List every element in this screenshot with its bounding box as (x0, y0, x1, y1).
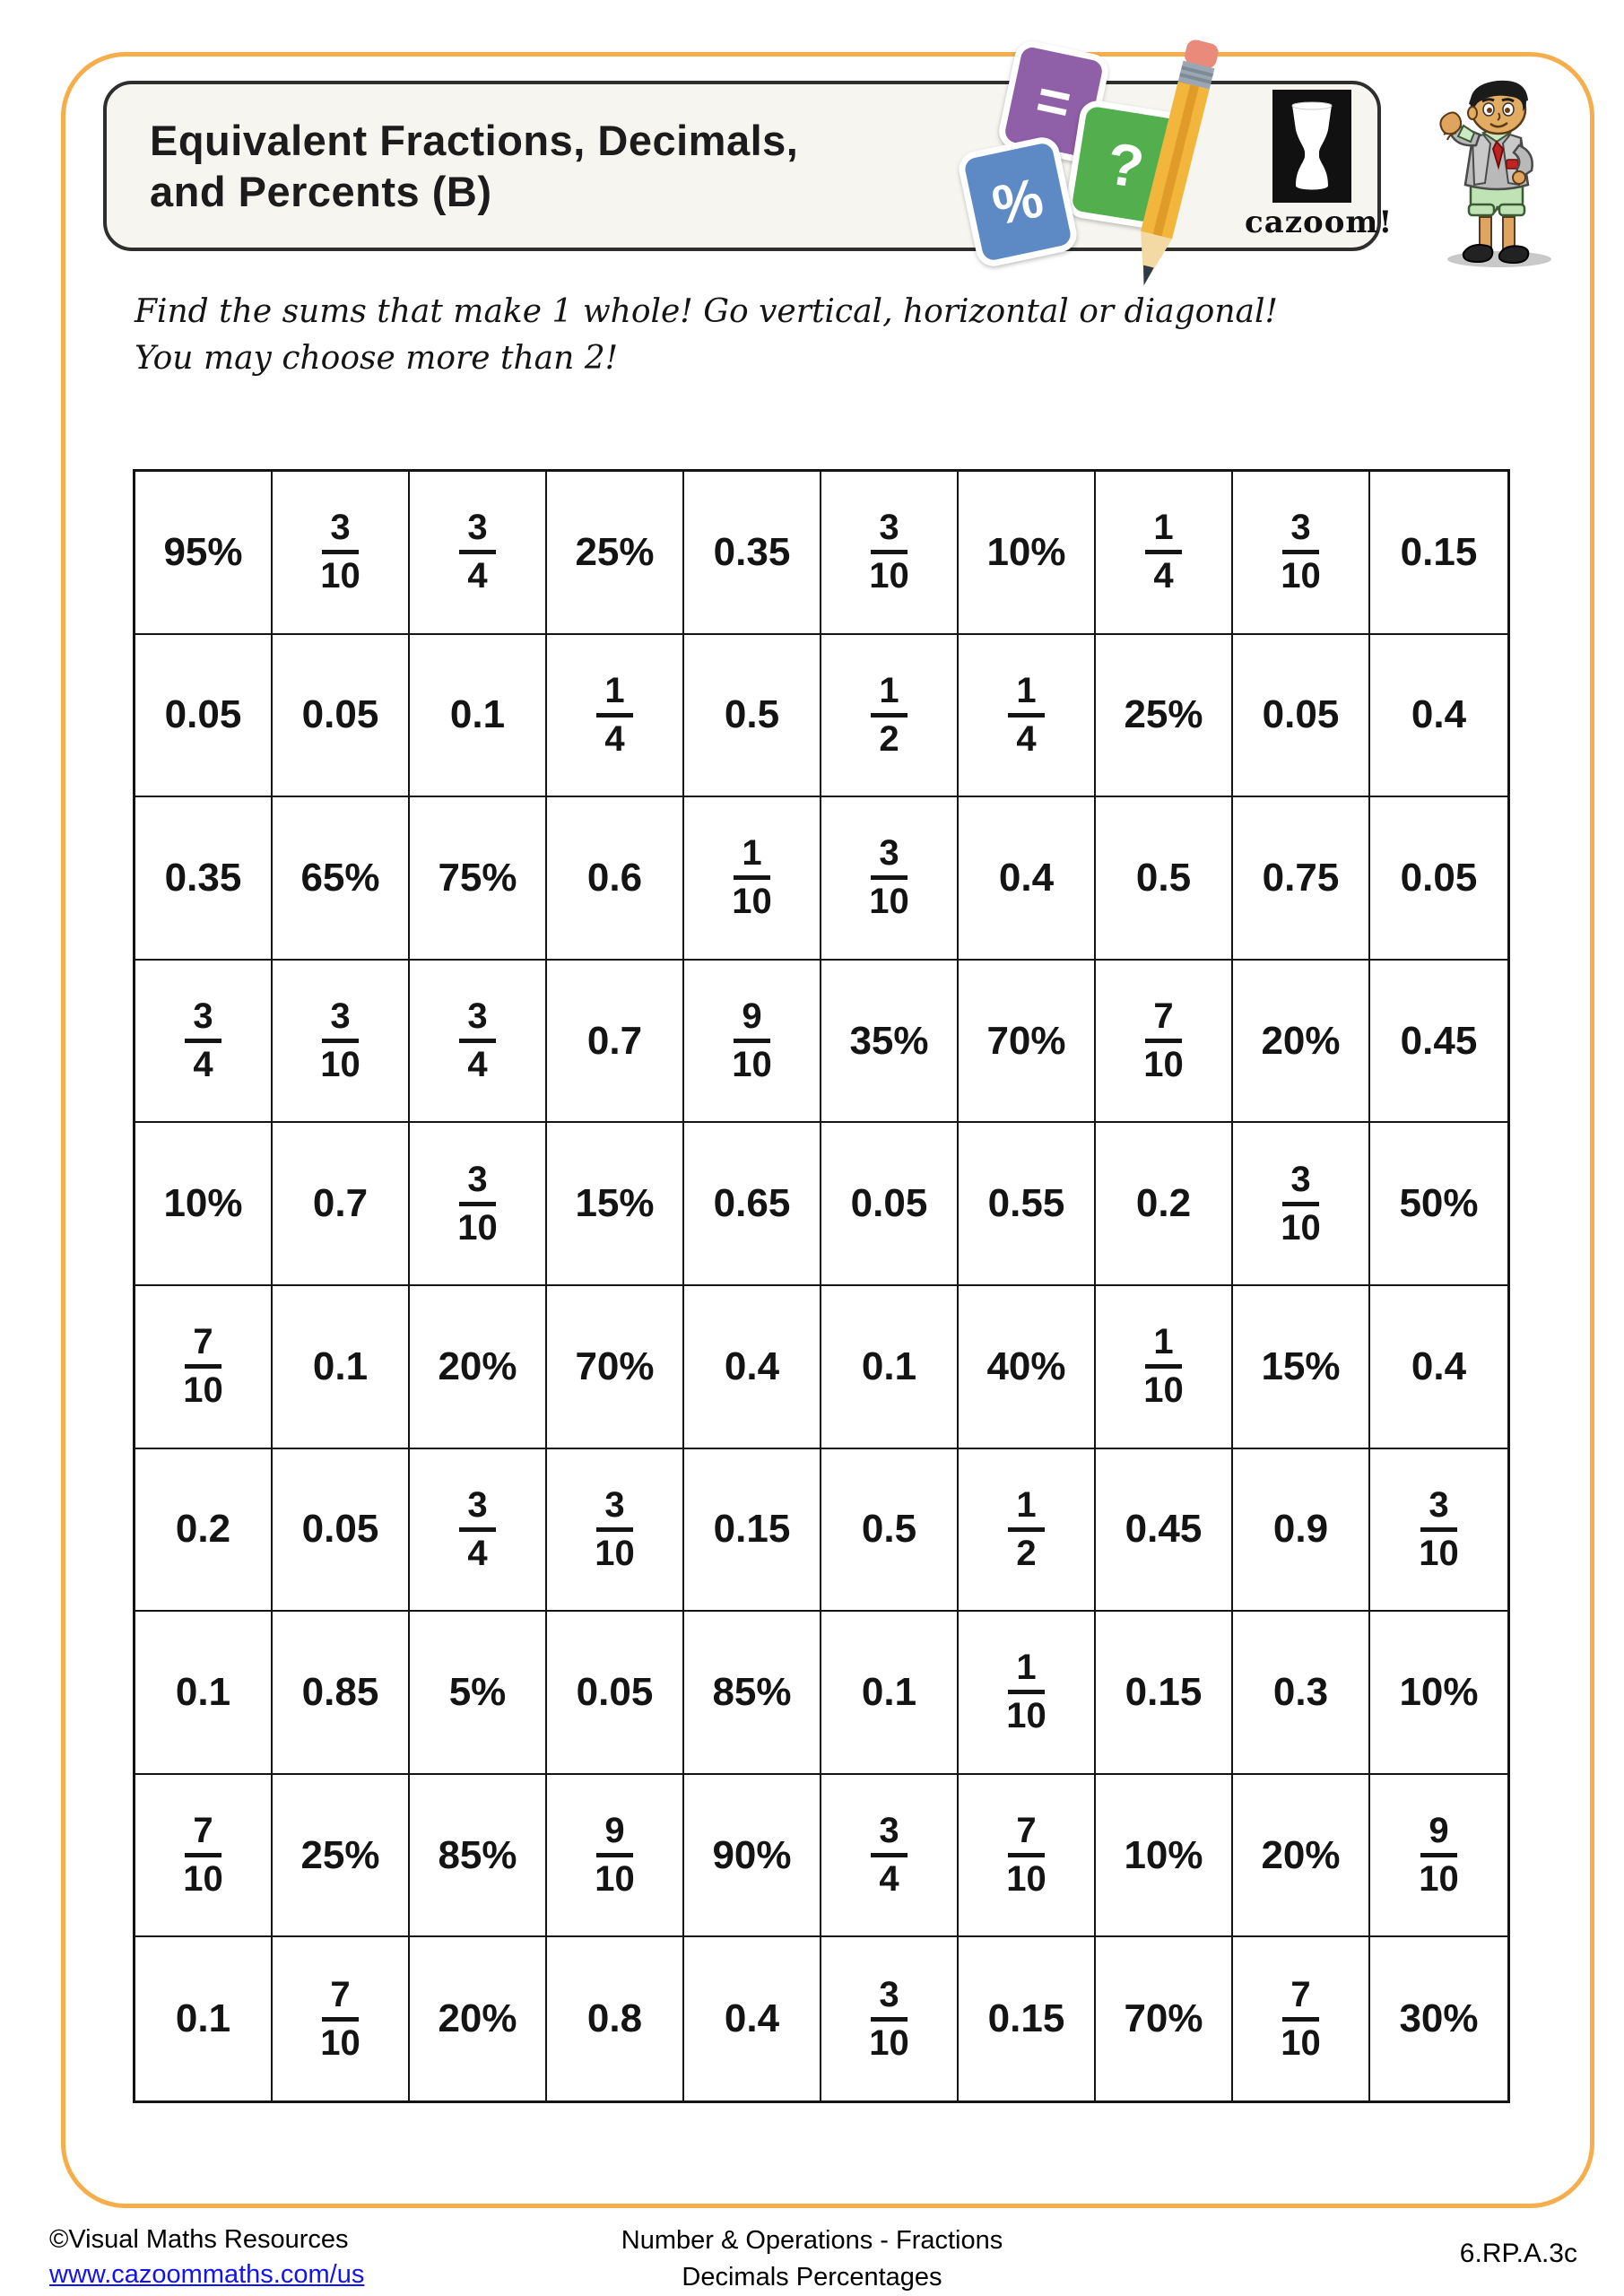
fraction-value: $\frac{7}{10}$ (1281, 1974, 1321, 2063)
fraction-value: $\frac{3}{10}$ (1419, 1484, 1459, 1573)
grid-cell: 0.3 (1233, 1612, 1370, 1775)
grid-cell: 75% (410, 797, 547, 961)
grid-cell: 70% (1096, 1937, 1233, 2100)
grid-cell (273, 961, 410, 1124)
grid-cell: 20% (410, 1937, 547, 2100)
grid-cell: 30% (1399, 1996, 1479, 2041)
grid-cell (410, 1123, 547, 1286)
grid-cell (273, 472, 410, 635)
grid-cell (821, 472, 959, 635)
cazoom-logo-text: cazoom! (1245, 204, 1394, 240)
fraction-value: $\frac{1}{2}$ (871, 672, 907, 759)
grid-cell: 70% (547, 1286, 684, 1449)
question-glyph: ? (1102, 129, 1149, 201)
grid-cell (273, 1937, 410, 2100)
fraction-value: $\frac{1}{10}$ (1143, 1322, 1184, 1411)
fraction-value: $\frac{7}{10}$ (1143, 996, 1184, 1085)
fraction-value: $\frac{7}{10}$ (183, 1810, 223, 1900)
copyright-text: ©Visual Maths Resources (49, 2225, 349, 2254)
grid-cell: 40% (959, 1286, 1096, 1449)
grid-cell: 0.1 (821, 1286, 959, 1449)
footer-topic-line2: Decimals Percentages (682, 2262, 942, 2292)
grid-cell: 0.45 (1096, 1449, 1233, 1613)
grid-cell: 0.4 (959, 797, 1096, 961)
instructions-line2: You may choose more than 2! (135, 340, 619, 378)
grid-cell: 25% (273, 1775, 410, 1938)
grid-cell (1233, 1937, 1370, 2100)
mascot-boy-icon (1410, 74, 1580, 271)
grid-cell: 0.05 (821, 1123, 959, 1286)
grid-cell: 90% (684, 1775, 821, 1938)
fraction-value: $\frac{3}{10}$ (595, 1484, 635, 1573)
grid-cell: 0.15 (684, 1449, 821, 1613)
grid-cell (135, 961, 273, 1124)
grid-cell: 20% (1233, 961, 1370, 1124)
fraction-value: $\frac{7}{10}$ (320, 1974, 360, 2063)
grid-cell (547, 1775, 684, 1938)
grid-cell (821, 1775, 959, 1938)
grid-cell: 25% (547, 472, 684, 635)
grid-cell: 20% (1233, 1775, 1370, 1938)
grid-cell: 35% (821, 961, 959, 1124)
fraction-value: $\frac{9}{10}$ (732, 996, 772, 1085)
grid-cell: 5% (410, 1612, 547, 1775)
fraction-value: $\frac{1}{10}$ (732, 833, 772, 922)
grid-cell (547, 635, 684, 798)
grid-cell: 10% (135, 1123, 273, 1286)
fraction-value: $\frac{9}{10}$ (595, 1810, 635, 1900)
grid-cell (135, 1286, 273, 1449)
grid-cell: 0.05 (273, 635, 410, 798)
fraction-value: $\frac{7}{10}$ (183, 1322, 223, 1411)
fraction-value: $\frac{3}{10}$ (869, 508, 909, 596)
fraction-value: $\frac{3}{10}$ (1281, 508, 1321, 596)
grid-cell: 0.6 (547, 797, 684, 961)
cazoom-link[interactable]: www.cazoommaths.com/us (49, 2260, 365, 2290)
fraction-value: $\frac{3}{10}$ (457, 1159, 498, 1248)
grid-cell: 85% (684, 1612, 821, 1775)
grid-cell: 0.1 (135, 1612, 273, 1775)
fraction-value: $\frac{1}{2}$ (1008, 1486, 1044, 1573)
instructions (135, 289, 1390, 382)
grid-cell: 10% (1370, 1612, 1507, 1775)
grid-cell: 0.1 (410, 635, 547, 798)
grid-cell: 50% (1370, 1123, 1507, 1286)
page-title-line1: Equivalent Fractions, Decimals, (150, 116, 799, 164)
grid-cell: 0.35 (135, 797, 273, 961)
grid-cell: 0.8 (547, 1937, 684, 2100)
grid-cell (959, 1449, 1096, 1613)
grid-cell: 0.05 (1370, 797, 1507, 961)
grid-cell: 0.5 (1096, 797, 1233, 961)
grid-cell (410, 472, 547, 635)
grid-cell (821, 797, 959, 961)
grid-cell: 0.05 (273, 1449, 410, 1613)
footer-center (0, 2222, 1624, 2295)
standard-code: 6.RP.A.3c (1459, 2239, 1577, 2268)
grid-cell: 10% (959, 472, 1096, 635)
fraction-value: $\frac{3}{10}$ (320, 508, 360, 596)
grid-cell: 0.15 (1370, 472, 1507, 635)
fraction-grid (133, 469, 1510, 2103)
grid-cell: 15% (1233, 1286, 1370, 1449)
fraction-value: $\frac{3}{4}$ (459, 509, 495, 596)
grid-cell: 0.4 (1370, 635, 1507, 798)
grid-cell: 0.2 (1096, 1123, 1233, 1286)
grid-cell: 0.15 (1096, 1612, 1233, 1775)
fraction-value: $\frac{3}{10}$ (1281, 1159, 1321, 1248)
grid-cell (959, 1612, 1096, 1775)
grid-cell (1096, 1286, 1233, 1449)
grid-cell (1233, 472, 1370, 635)
instructions-line1: Find the sums that make 1 whole! Go vertical, horizontal or diagonal! (135, 293, 1278, 330)
fraction-value: $\frac{3}{10}$ (869, 1974, 909, 2063)
percent-glyph: % (986, 166, 1049, 238)
grid-cell (1233, 1123, 1370, 1286)
grid-cell: 0.85 (273, 1612, 410, 1775)
cazoom-drum-icon (1272, 90, 1351, 203)
grid-cell: 0.15 (959, 1937, 1096, 2100)
grid-cell: 0.45 (1370, 961, 1507, 1124)
fraction-value: $\frac{1}{4}$ (596, 672, 632, 759)
grid-cell: 85% (410, 1775, 547, 1938)
grid-cell: 70% (959, 961, 1096, 1124)
grid-cell: 25% (1096, 635, 1233, 798)
grid-cell: 0.1 (135, 1937, 273, 2100)
grid-cell: 0.4 (684, 1937, 821, 2100)
grid-cell: 0.9 (1233, 1449, 1370, 1613)
equals-glyph: = (1030, 65, 1077, 137)
grid-cell (135, 1775, 273, 1938)
fraction-value: $\frac{3}{4}$ (459, 997, 495, 1084)
fraction-value: $\frac{1}{4}$ (1145, 509, 1181, 596)
grid-cell: 0.7 (273, 1123, 410, 1286)
grid-cell: 0.5 (684, 635, 821, 798)
grid-cell (1096, 961, 1233, 1124)
grid-cell (684, 961, 821, 1124)
fraction-value: $\frac{1}{10}$ (1006, 1648, 1046, 1736)
page-title-line2: and Percents (B) (150, 168, 492, 215)
grid-cell (821, 635, 959, 798)
grid-cell (959, 635, 1096, 798)
fraction-value: $\frac{1}{4}$ (1008, 672, 1044, 759)
grid-cell (959, 1775, 1096, 1938)
fraction-value: $\frac{3}{4}$ (459, 1486, 495, 1573)
grid-cell: 0.05 (1233, 635, 1370, 798)
grid-cell: 0.7 (547, 961, 684, 1124)
grid-cell: 0.55 (959, 1123, 1096, 1286)
grid-cell (1370, 1775, 1507, 1938)
grid-cell: 0.1 (821, 1612, 959, 1775)
grid-cell (1096, 472, 1233, 635)
grid-cell: 0.05 (135, 635, 273, 798)
grid-cell: 15% (547, 1123, 684, 1286)
grid-cell (410, 1449, 547, 1613)
grid-cell: 0.2 (135, 1449, 273, 1613)
fraction-value: $\frac{3}{4}$ (185, 997, 221, 1084)
grid-cell (410, 961, 547, 1124)
grid-cell: 0.4 (684, 1286, 821, 1449)
grid-cell: 0.5 (821, 1449, 959, 1613)
grid-cell: 10% (1096, 1775, 1233, 1938)
cazoom-logo (1245, 90, 1394, 240)
grid-cell: 0.75 (1233, 797, 1370, 961)
grid-cell: 95% (135, 472, 273, 635)
grid-cell: 0.35 (684, 472, 821, 635)
footer-topic-line1: Number & Operations - Fractions (621, 2226, 1003, 2255)
grid-cell (1370, 1449, 1507, 1613)
grid-cell: 20% (410, 1286, 547, 1449)
grid-cell (547, 1449, 684, 1613)
fraction-value: $\frac{7}{10}$ (1006, 1810, 1046, 1900)
grid-cell (821, 1937, 959, 2100)
grid-cell: 0.65 (684, 1123, 821, 1286)
fraction-value: $\frac{9}{10}$ (1419, 1810, 1459, 1900)
grid-cell: 0.1 (273, 1286, 410, 1449)
fraction-value: $\frac{3}{10}$ (320, 996, 360, 1085)
fraction-value: $\frac{3}{10}$ (869, 833, 909, 922)
fraction-value: $\frac{3}{4}$ (871, 1812, 907, 1899)
grid-cell: 65% (273, 797, 410, 961)
grid-cell (684, 797, 821, 961)
grid-cell: 0.05 (547, 1612, 684, 1775)
grid-cell: 0.4 (1370, 1286, 1507, 1449)
